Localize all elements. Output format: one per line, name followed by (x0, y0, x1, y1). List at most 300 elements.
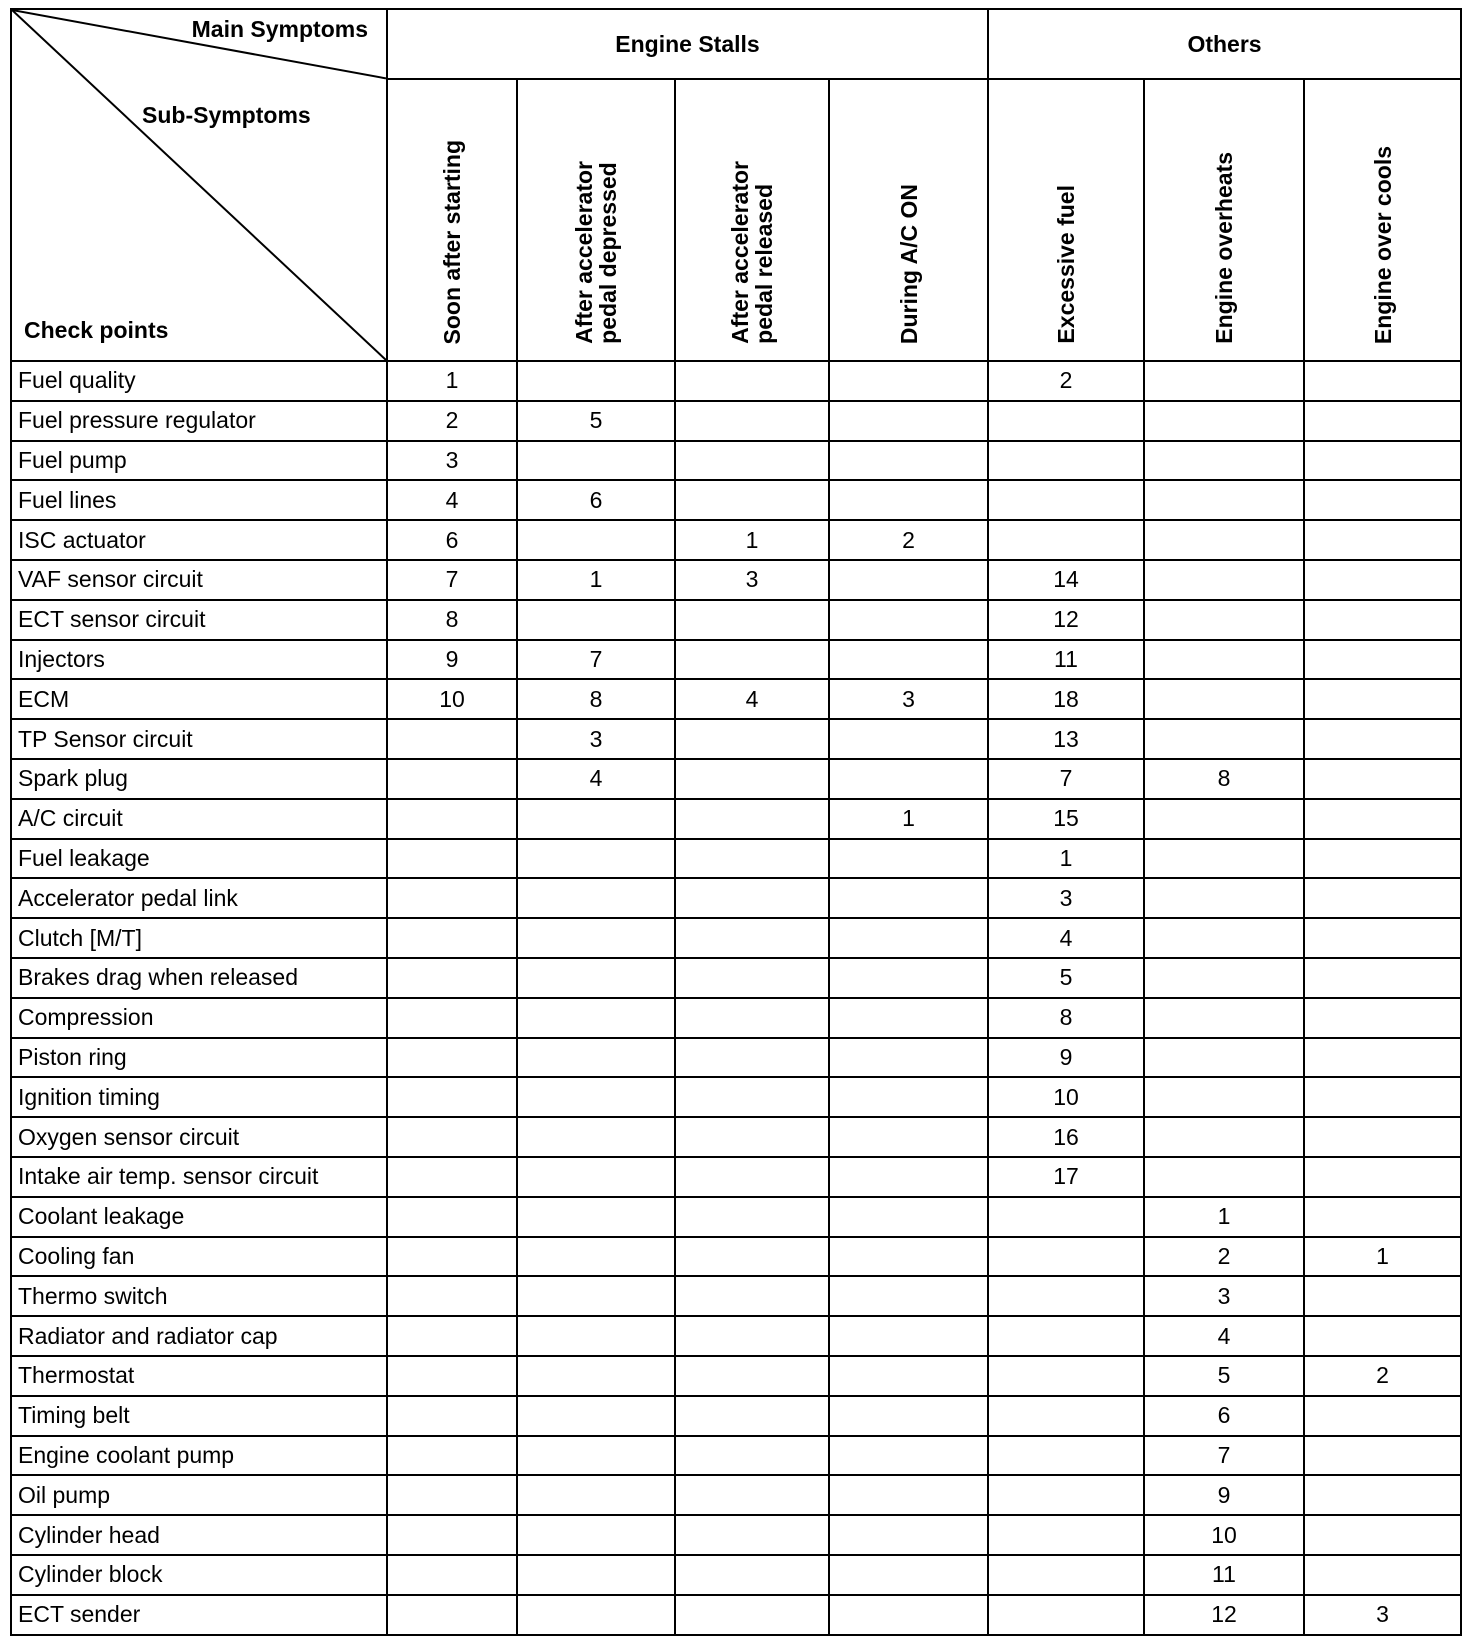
table-cell: 3 (829, 679, 988, 719)
check-point-label: Spark plug (11, 759, 387, 799)
table-cell (1304, 799, 1461, 839)
table-cell: 5 (517, 401, 675, 441)
table-cell: 1 (675, 520, 829, 560)
table-row (11, 1197, 1461, 1237)
table-cell: 10 (988, 1077, 1144, 1117)
column-header (829, 79, 988, 361)
table-cell: 14 (988, 560, 1144, 600)
table-cell (1304, 1038, 1461, 1078)
table-cell: 3 (517, 719, 675, 759)
table-cell (1304, 1157, 1461, 1197)
table-cell (517, 1237, 675, 1277)
table-cell: 2 (829, 520, 988, 560)
check-point-label: A/C circuit (11, 799, 387, 839)
table-cell: 9 (387, 640, 517, 680)
table-cell (517, 1038, 675, 1078)
table-cell (1144, 1077, 1304, 1117)
table-cell (675, 361, 829, 401)
table-cell (1144, 719, 1304, 759)
table-cell (675, 1595, 829, 1635)
column-header-label: After accelerator pedal depressed (571, 161, 621, 344)
table-row (11, 1038, 1461, 1078)
table-cell (517, 1157, 675, 1197)
table-cell: 6 (387, 520, 517, 560)
table-cell (1304, 679, 1461, 719)
table-cell: 16 (988, 1117, 1144, 1157)
table-cell (1304, 1555, 1461, 1595)
check-point-label: ECT sensor circuit (11, 600, 387, 640)
check-point-label: Fuel leakage (11, 839, 387, 879)
check-point-label: VAF sensor circuit (11, 560, 387, 600)
table-cell (1144, 839, 1304, 879)
table-cell (988, 1316, 1144, 1356)
table-row (11, 1396, 1461, 1436)
check-point-label: Oxygen sensor circuit (11, 1117, 387, 1157)
table-row (11, 1316, 1461, 1356)
table-cell (517, 799, 675, 839)
table-cell (829, 600, 988, 640)
table-cell (387, 1515, 517, 1555)
table-cell (1144, 958, 1304, 998)
table-cell (1144, 679, 1304, 719)
table-cell (829, 1077, 988, 1117)
column-header (988, 79, 1144, 361)
table-cell (1304, 600, 1461, 640)
check-point-label: Clutch [M/T] (11, 918, 387, 958)
table-cell (675, 600, 829, 640)
group-engine-stalls: Engine Stalls (387, 9, 988, 79)
table-cell (517, 958, 675, 998)
check-point-label: Fuel quality (11, 361, 387, 401)
table-cell (1304, 958, 1461, 998)
table-cell (1304, 878, 1461, 918)
table-cell (517, 1515, 675, 1555)
table-cell (988, 1197, 1144, 1237)
table-cell: 2 (988, 361, 1144, 401)
table-row (11, 1555, 1461, 1595)
table-cell (1304, 560, 1461, 600)
table-cell (675, 1396, 829, 1436)
column-header-label: Excessive fuel (1053, 185, 1079, 344)
table-cell (829, 1316, 988, 1356)
check-point-label: Compression (11, 998, 387, 1038)
table-cell (829, 1515, 988, 1555)
table-cell (1144, 560, 1304, 600)
check-point-label: Engine coolant pump (11, 1436, 387, 1476)
table-cell (1304, 918, 1461, 958)
table-cell: 5 (988, 958, 1144, 998)
table-cell (829, 878, 988, 918)
table-cell (829, 1117, 988, 1157)
table-cell (829, 1436, 988, 1476)
check-point-label: Timing belt (11, 1396, 387, 1436)
table-cell (387, 1197, 517, 1237)
check-point-label: Injectors (11, 640, 387, 680)
column-header-label: After accelerator pedal released (727, 161, 777, 344)
table-cell: 8 (517, 679, 675, 719)
table-cell (1144, 878, 1304, 918)
table-cell (387, 1038, 517, 1078)
table-cell (387, 1157, 517, 1197)
table-cell (1144, 401, 1304, 441)
table-cell (675, 1117, 829, 1157)
table-cell (517, 441, 675, 481)
table-body (11, 361, 1461, 1635)
table-cell (387, 1396, 517, 1436)
table-cell (829, 918, 988, 958)
corner-diagonal-lines (12, 10, 386, 360)
table-cell (517, 520, 675, 560)
table-cell (829, 1276, 988, 1316)
table-cell (1304, 1276, 1461, 1316)
table-cell (829, 1396, 988, 1436)
check-point-label: Oil pump (11, 1475, 387, 1515)
diagnosis-table (10, 8, 1462, 1636)
table-cell (517, 1396, 675, 1436)
table-cell (829, 998, 988, 1038)
table-cell: 1 (988, 839, 1144, 879)
table-cell (1304, 1117, 1461, 1157)
table-row (11, 1077, 1461, 1117)
table-cell (829, 1475, 988, 1515)
table-cell (988, 1595, 1144, 1635)
table-cell (517, 1316, 675, 1356)
table-cell (1144, 799, 1304, 839)
table-cell (829, 640, 988, 680)
main-symptoms-label: Main Symptoms (191, 16, 368, 42)
table-cell (1304, 401, 1461, 441)
table-row (11, 958, 1461, 998)
table-cell (988, 1515, 1144, 1555)
table-cell (387, 958, 517, 998)
table-cell: 8 (1144, 759, 1304, 799)
table-cell: 3 (387, 441, 517, 481)
table-cell (675, 1276, 829, 1316)
table-row (11, 1515, 1461, 1555)
check-point-label: ISC actuator (11, 520, 387, 560)
table-cell (675, 480, 829, 520)
table-cell (675, 1555, 829, 1595)
table-row (11, 799, 1461, 839)
table-cell: 2 (387, 401, 517, 441)
table-cell (387, 1117, 517, 1157)
table-cell (675, 878, 829, 918)
table-cell (988, 401, 1144, 441)
table-cell: 7 (517, 640, 675, 680)
column-header (387, 79, 517, 361)
table-cell (675, 1316, 829, 1356)
check-point-label: Fuel lines (11, 480, 387, 520)
table-cell (387, 1595, 517, 1635)
table-cell (517, 1276, 675, 1316)
table-row (11, 1595, 1461, 1635)
table-cell (675, 1237, 829, 1277)
table-cell (387, 799, 517, 839)
table-cell (1144, 480, 1304, 520)
table-cell (829, 1038, 988, 1078)
table-cell (1144, 520, 1304, 560)
table-cell: 1 (387, 361, 517, 401)
table-cell (829, 958, 988, 998)
table-cell (675, 1436, 829, 1476)
table-cell (1304, 719, 1461, 759)
table-cell (1144, 1038, 1304, 1078)
table-cell (387, 759, 517, 799)
table-cell (829, 401, 988, 441)
table-cell: 10 (1144, 1515, 1304, 1555)
table-cell (387, 998, 517, 1038)
table-cell (829, 759, 988, 799)
table-cell (829, 1237, 988, 1277)
table-cell (1144, 361, 1304, 401)
table-cell (387, 1077, 517, 1117)
table-cell (387, 1276, 517, 1316)
table-cell (829, 1157, 988, 1197)
table-cell (675, 719, 829, 759)
table-row (11, 918, 1461, 958)
table-cell (517, 1077, 675, 1117)
check-point-label: Intake air temp. sensor circuit (11, 1157, 387, 1197)
table-row (11, 640, 1461, 680)
table-cell: 4 (517, 759, 675, 799)
table-cell (517, 1197, 675, 1237)
table-row (11, 719, 1461, 759)
table-cell (675, 918, 829, 958)
table-cell (517, 1475, 675, 1515)
table-cell (387, 878, 517, 918)
table-cell: 15 (988, 799, 1144, 839)
table-cell (675, 441, 829, 481)
table-cell: 4 (387, 480, 517, 520)
check-point-label: Brakes drag when released (11, 958, 387, 998)
table-row (11, 1475, 1461, 1515)
table-cell: 8 (387, 600, 517, 640)
table-cell: 13 (988, 719, 1144, 759)
table-cell (517, 1356, 675, 1396)
table-cell (675, 1475, 829, 1515)
table-cell (829, 480, 988, 520)
table-cell: 6 (517, 480, 675, 520)
table-cell (675, 839, 829, 879)
table-cell: 1 (829, 799, 988, 839)
table-cell (1304, 441, 1461, 481)
table-cell (1144, 998, 1304, 1038)
table-cell: 5 (1144, 1356, 1304, 1396)
check-point-label: ECM (11, 679, 387, 719)
table-cell (517, 1555, 675, 1595)
table-cell (829, 560, 988, 600)
table-cell (1304, 1515, 1461, 1555)
table-cell (1144, 1117, 1304, 1157)
table-cell: 4 (988, 918, 1144, 958)
table-cell (387, 918, 517, 958)
column-header (1304, 79, 1461, 361)
table-cell: 12 (988, 600, 1144, 640)
table-cell (517, 1595, 675, 1635)
table-cell (517, 918, 675, 958)
table-cell (387, 1237, 517, 1277)
table-cell (988, 1276, 1144, 1316)
table-cell (829, 1197, 988, 1237)
table-row (11, 560, 1461, 600)
table-row (11, 1276, 1461, 1316)
check-point-label: TP Sensor circuit (11, 719, 387, 759)
table-cell (829, 719, 988, 759)
table-row (11, 1117, 1461, 1157)
table-cell (829, 839, 988, 879)
table-cell (1304, 1396, 1461, 1436)
check-point-label: Thermo switch (11, 1276, 387, 1316)
table-cell (517, 1436, 675, 1476)
table-cell: 3 (1144, 1276, 1304, 1316)
table-cell (387, 719, 517, 759)
table-cell: 3 (988, 878, 1144, 918)
table-cell: 1 (1304, 1237, 1461, 1277)
table-cell (517, 600, 675, 640)
table-cell: 4 (675, 679, 829, 719)
table-cell: 2 (1304, 1356, 1461, 1396)
table-cell (829, 361, 988, 401)
table-cell (1304, 759, 1461, 799)
table-cell (1144, 640, 1304, 680)
table-cell (1304, 1475, 1461, 1515)
check-point-label: Cylinder head (11, 1515, 387, 1555)
table-cell (988, 1555, 1144, 1595)
table-cell (675, 1157, 829, 1197)
table-cell (988, 1475, 1144, 1515)
table-row (11, 839, 1461, 879)
table-cell (675, 401, 829, 441)
table-cell: 17 (988, 1157, 1144, 1197)
table-cell (387, 1475, 517, 1515)
table-cell: 3 (1304, 1595, 1461, 1635)
table-cell (675, 759, 829, 799)
table-cell: 1 (1144, 1197, 1304, 1237)
table-cell (387, 1316, 517, 1356)
table-cell (517, 1117, 675, 1157)
table-cell (675, 998, 829, 1038)
table-cell (1304, 1077, 1461, 1117)
table-cell (675, 1356, 829, 1396)
check-point-label: Radiator and radiator cap (11, 1316, 387, 1356)
check-point-label: Piston ring (11, 1038, 387, 1078)
table-cell (1304, 361, 1461, 401)
column-header-label: Engine over cools (1369, 145, 1396, 344)
check-point-label: Cooling fan (11, 1237, 387, 1277)
table-cell (517, 878, 675, 918)
table-cell (988, 520, 1144, 560)
table-cell: 11 (1144, 1555, 1304, 1595)
sub-symptoms-label: Sub-Symptoms (142, 102, 311, 128)
table-row (11, 1436, 1461, 1476)
table-row (11, 1237, 1461, 1277)
table-cell (1304, 1436, 1461, 1476)
table-cell (1304, 480, 1461, 520)
check-point-label: Fuel pump (11, 441, 387, 481)
table-cell: 18 (988, 679, 1144, 719)
header-corner (11, 9, 387, 361)
table-cell (387, 839, 517, 879)
table-cell: 4 (1144, 1316, 1304, 1356)
check-point-label: Coolant leakage (11, 1197, 387, 1237)
check-point-label: Thermostat (11, 1356, 387, 1396)
table-cell (988, 441, 1144, 481)
column-header-label: During A/C ON (895, 183, 922, 344)
table-cell (675, 1515, 829, 1555)
table-cell (988, 1436, 1144, 1476)
table-row (11, 480, 1461, 520)
check-point-label: Ignition timing (11, 1077, 387, 1117)
table-cell (988, 1356, 1144, 1396)
table-cell (1144, 918, 1304, 958)
table-cell (387, 1356, 517, 1396)
table-row (11, 441, 1461, 481)
table-cell (1144, 1157, 1304, 1197)
table-cell (675, 640, 829, 680)
check-point-label: Cylinder block (11, 1555, 387, 1595)
table-cell: 1 (517, 560, 675, 600)
table-row (11, 361, 1461, 401)
table-cell (829, 441, 988, 481)
check-point-label: Fuel pressure regulator (11, 401, 387, 441)
table-cell (517, 839, 675, 879)
table-row (11, 878, 1461, 918)
table-cell (1304, 998, 1461, 1038)
table-row (11, 759, 1461, 799)
table-row (11, 401, 1461, 441)
table-cell (675, 1038, 829, 1078)
table-cell: 7 (1144, 1436, 1304, 1476)
table-cell: 8 (988, 998, 1144, 1038)
table-cell (1144, 600, 1304, 640)
table-cell (387, 1436, 517, 1476)
table-cell (675, 799, 829, 839)
table-cell: 3 (675, 560, 829, 600)
table-cell (517, 361, 675, 401)
table-cell (988, 1396, 1144, 1436)
table-cell (988, 1237, 1144, 1277)
table-cell (1304, 1316, 1461, 1356)
table-cell: 7 (988, 759, 1144, 799)
table-cell (675, 1197, 829, 1237)
check-points-label: Check points (24, 317, 169, 343)
table-row (11, 1356, 1461, 1396)
column-header (517, 79, 675, 361)
table-cell: 9 (988, 1038, 1144, 1078)
table-row (11, 520, 1461, 560)
table-cell: 10 (387, 679, 517, 719)
column-header (1144, 79, 1304, 361)
group-others: Others (988, 9, 1461, 79)
table-cell (829, 1356, 988, 1396)
column-header-label: Soon after starting (439, 139, 465, 344)
table-cell (1304, 839, 1461, 879)
table-cell (829, 1555, 988, 1595)
table-cell: 11 (988, 640, 1144, 680)
column-header-label: Engine overheats (1211, 152, 1237, 344)
table-cell (675, 1077, 829, 1117)
column-header (675, 79, 829, 361)
table-cell (1304, 520, 1461, 560)
table-cell (517, 998, 675, 1038)
table-cell (387, 1555, 517, 1595)
table-cell (1304, 1197, 1461, 1237)
table-cell (1144, 441, 1304, 481)
table-cell: 7 (387, 560, 517, 600)
table-cell: 12 (1144, 1595, 1304, 1635)
table-row (11, 679, 1461, 719)
table-row (11, 998, 1461, 1038)
